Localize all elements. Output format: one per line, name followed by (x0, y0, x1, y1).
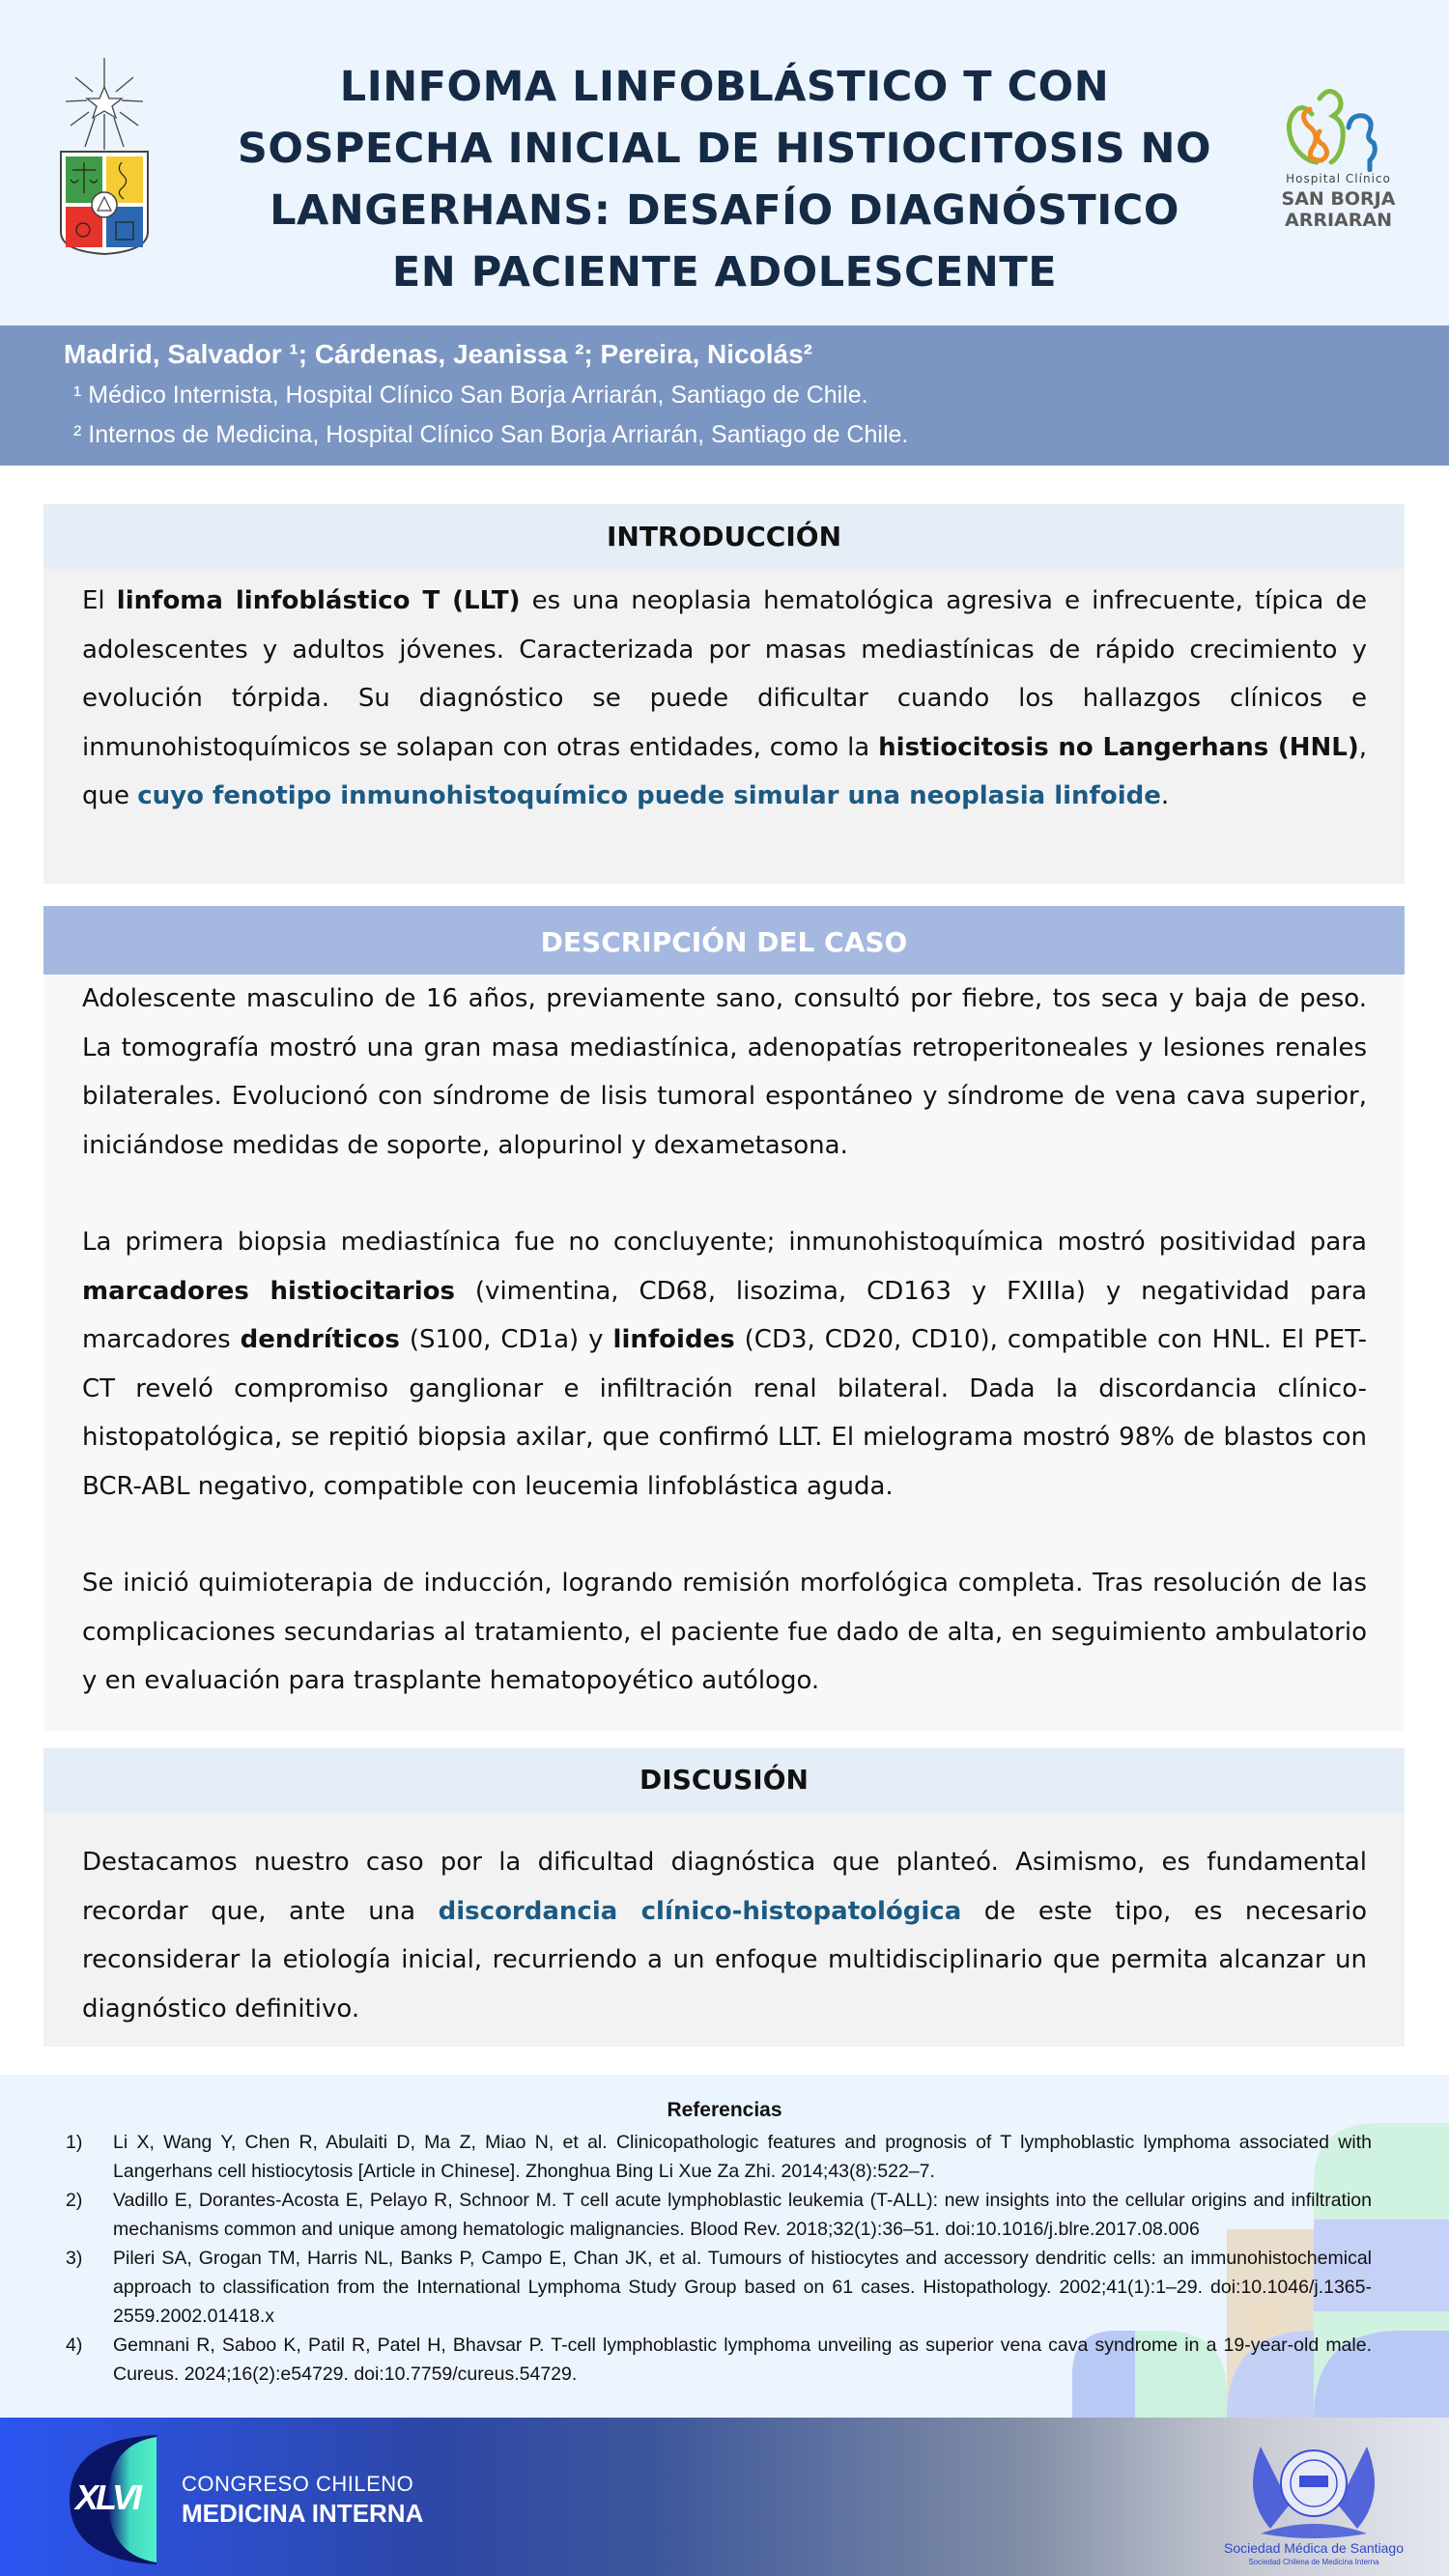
title-line: EN PACIENTE ADOLESCENTE (391, 248, 1058, 297)
hospital-logo-icon (1273, 85, 1404, 172)
hospital-logo-line3: ARRIARAN (1285, 210, 1392, 231)
congress-line1: CONGRESO CHILENO (182, 2472, 414, 2496)
text-run: (vimentina, CD68, lisozima, CD163 y FXIIIa) y negatividad para marcadores (82, 1276, 1368, 1354)
title-line: LANGERHANS: DESAFÍO DIAGNÓSTICO (270, 186, 1179, 235)
bold-term: linfoma linfoblástico T (LLT) (116, 586, 521, 615)
highlighted-phrase: cuyo fenotipo inmunohistoquímico puede simular una neoplasia linfoide (137, 781, 1161, 810)
hospital-logo-name (1273, 188, 1404, 231)
section-heading: INTRODUCCIÓN (43, 504, 1405, 569)
reference-item (66, 2186, 1372, 2244)
reference-text: Li X, Wang Y, Chen R, Abulaiti D, Ma Z, Miao N, et al. Clinicopathologic features and prognosis of T lymphoblastic lymphoma associated with Langerhans cell histiocytosis [Article in Chinese]. Zhonghua Bing Li Xue Za Zhi. 2014;43(8):522–7. (113, 2132, 1372, 2182)
bold-term: histiocitosis no Langerhans (HNL) (878, 732, 1359, 762)
title-line: LINFOMA LINFOBLÁSTICO T CON (339, 63, 1110, 111)
text-run: (S100, CD1a) y (399, 1325, 613, 1354)
text-run: . (1160, 781, 1170, 810)
section-heading: DISCUSIÓN (43, 1748, 1405, 1813)
congress-line2: MEDICINA INTERNA (182, 2499, 424, 2528)
reference-text: Pileri SA, Grogan TM, Harris NL, Banks P, Campo E, Chan JK, et al. Tumours of histiocytes and accessory dendritic cells: an immunohistochemical approach to classification from the International Lymphoma Study Group based on 61 cases. Histopathology. 2002;41(1):1–29. doi:10.1046/j.1365-2559.2002.01418.x (113, 2248, 1372, 2327)
section-body (43, 569, 1405, 884)
text-run: Destacamos nuestro caso por la dificultad diagnóstica que planteó. Asimismo, es fundamental recordar que, ante una (82, 1848, 1367, 1926)
reference-text: Vadillo E, Dorantes-Acosta E, Pelayo R, Schnoor M. T cell acute lymphoblastic leukemia (T-ALL): new insights into the cellular origins and infiltration mechanisms common and unique among hematologic malignancies. Blood Rev. 2018;32(1):36–51. doi:10.1016/j.blre.2017.08.006 (113, 2190, 1372, 2240)
section-descripcion (43, 906, 1405, 1731)
text-run: de este tipo, es necesario reconsiderar la etiología inicial, recurriendo a un enfoque multidisciplinario que permita alcanzar un diagnóstico definitivo. (82, 1896, 1367, 2024)
authors-band (0, 326, 1449, 466)
society-subtitle: Sociedad Chilena de Medicina Interna (1248, 2558, 1379, 2566)
footer-band (0, 2418, 1449, 2576)
text-run: El (82, 586, 117, 615)
text-run: (CD3, CD20, CD10), compatible con HNL. El PET-CT reveló compromiso ganglionar e infiltración renal bilateral. Dada la discordancia clínico-histopatológica, se repitió biopsia axilar, que confirmó LLT. El mielograma mostró 98% de blastos con BCR-ABL negativo, compatible con leucemia linfoblástica aguda. (82, 1325, 1368, 1501)
author-names: Madrid, Salvador ¹; Cárdenas, Jeanissa ²; Pereira, Nicolás² (64, 339, 812, 369)
paragraph: Se inició quimioterapia de inducción, logrando remisión morfológica completa. Tras resolución de las complicaciones secundarias al tratamiento, el paciente fue dado de alta, en seguimiento ambulatorio y en evaluación para trasplante hematopoyético autólogo. (82, 1569, 1367, 1695)
poster-header (0, 0, 1449, 326)
reference-number: 4) (66, 2335, 83, 2356)
section-discusion (43, 1748, 1405, 2047)
paragraph: Adolescente masculino de 16 años, previamente sano, consultó por fiebre, tos seca y baja de peso. La tomografía mostró una gran masa mediastínica, adenopatías retroperitoneales y lesiones renales bilaterales. Evolucionó con síndrome de lisis tumoral espontáneo y síndrome de vena cava superior, iniciándose medidas de soporte, alopurinol y dexametasona. (82, 984, 1367, 1160)
reference-number: 3) (66, 2248, 83, 2269)
reference-text: Gemnani R, Saboo K, Patil R, Patel H, Bhavsar P. T-cell lymphoblastic lymphoma unveiling as superior vena cava syndrome in a 19-year-old male. Cureus. 2024;16(2):e54729. doi:10.7759/cureus.54729. (113, 2335, 1372, 2385)
title-line: SOSPECHA INICIAL DE HISTIOCITOSIS NO (237, 125, 1212, 173)
hospital-logo-line1: Hospital Clínico (1286, 172, 1391, 185)
hospital-logo-line2: SAN BORJA (1281, 188, 1396, 210)
section-heading: DESCRIPCIÓN DEL CASO (43, 906, 1405, 975)
society-seal-icon (1232, 2437, 1396, 2543)
paragraph (82, 1218, 1367, 1511)
text-run: , que (82, 732, 1367, 810)
references-heading: Referencias (667, 2099, 782, 2121)
section-introduccion (43, 504, 1405, 884)
reference-item (66, 2331, 1372, 2389)
reference-item (66, 2128, 1372, 2186)
text-run: es una neoplasia hematológica agresiva e infrecuente, típica de adolescentes y adultos jóvenes. Caracterizada por masas mediastínicas de rápido crecimiento y evolución tórpida. Su diagnóstico se puede dificultar cuando los hallazgos clínicos e inmunohistoquímicos se solapan con otras entidades, como la (82, 586, 1367, 762)
section-body (43, 975, 1405, 1731)
affiliation-2: ² Internos de Medicina, Hospital Clínico San Borja Arriarán, Santiago de Chile. (73, 421, 909, 448)
references-section (0, 2075, 1449, 2418)
bold-term: marcadores histiocitarios (82, 1276, 455, 1306)
bold-term: linfoides (612, 1325, 735, 1354)
affiliation-1: ¹ Médico Internista, Hospital Clínico San Borja Arriarán, Santiago de Chile. (73, 382, 868, 409)
poster-title (184, 56, 1265, 303)
reference-number: 2) (66, 2190, 83, 2211)
bold-term: dendríticos (240, 1325, 400, 1354)
university-crest-icon (56, 58, 153, 256)
section-body (43, 1813, 1405, 2047)
society-name: Sociedad Médica de Santiago (1223, 2540, 1405, 2556)
reference-number: 1) (66, 2132, 83, 2153)
reference-item (66, 2244, 1372, 2331)
congress-mark: XLVI (75, 2477, 140, 2517)
text-run: La primera biopsia mediastínica fue no concluyente; inmunohistoquímica mostró positividad para (82, 1228, 1367, 1257)
highlighted-phrase: discordancia clínico-histopatológica (438, 1896, 962, 1926)
